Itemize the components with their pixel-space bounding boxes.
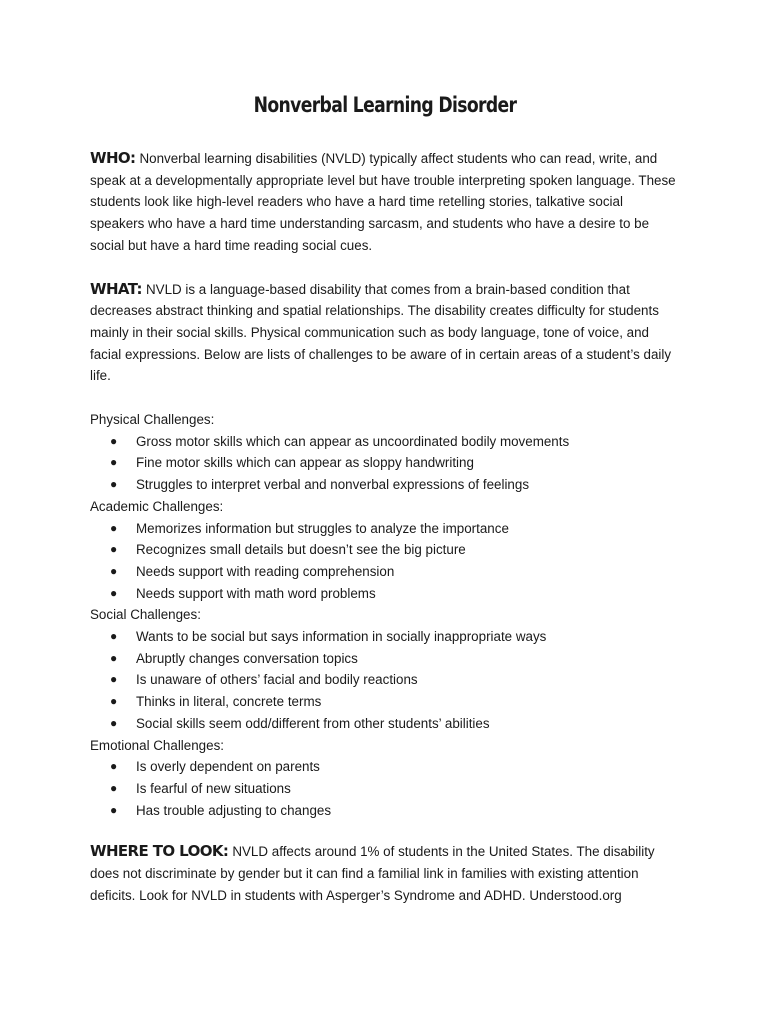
list-item (110, 669, 680, 691)
document-page (90, 90, 680, 929)
list-item (110, 474, 680, 496)
list-item (110, 431, 680, 453)
bullet-icon: ● (110, 520, 118, 535)
list-item-text: Wants to be social but says information in socially inappropriate ways (136, 629, 547, 645)
list-item (110, 583, 680, 605)
list-item (110, 561, 680, 583)
list-item (110, 518, 680, 540)
list-item (110, 626, 680, 648)
section-spacer (90, 821, 680, 841)
list-item-text: Thinks in literal, concrete terms (136, 694, 322, 710)
who-text: Nonverbal learning disabilities (NVLD) typically affect students who can read, write, and speak at a developmentally appropriate level but have trouble interpreting spoken language. These students look like high-level readers who have a hard time retelling stories, talkative social speakers who have a hard time understanding sarcasm, and students who have a desire to be social but have a hard time reading social cues. (90, 151, 676, 253)
bullet-icon: ● (110, 672, 118, 687)
list-item-text: Is overly dependent on parents (136, 759, 320, 775)
what-paragraph (90, 279, 680, 388)
bullet-icon: ● (110, 629, 118, 644)
challenge-bullet-list (90, 431, 680, 496)
bullet-icon: ● (110, 780, 118, 795)
list-item (110, 452, 680, 474)
list-item-text: Is fearful of new situations (136, 780, 291, 796)
list-item (110, 648, 680, 670)
who-paragraph (90, 148, 680, 257)
list-item-text: Struggles to interpret verbal and nonverbal expressions of feelings (136, 477, 530, 493)
bullet-icon: ● (110, 759, 118, 774)
page-title: Nonverbal Learning Disorder (253, 93, 517, 117)
challenge-heading: Social Challenges: (90, 607, 201, 623)
where-label: WHERE TO LOOK: (90, 842, 229, 861)
list-item-text: Needs support with reading comprehension (136, 563, 395, 579)
list-item-text: Needs support with math word problems (136, 585, 376, 601)
where-text: NVLD affects around 1% of students in the United States. The disability does not discriminate by gender but it can find a familial link in families with existing attention deficits. Look for NVLD in students with Asperger’s Syndrome and ADHD. Understood.org (90, 844, 655, 903)
challenge-bullet-list (90, 518, 680, 605)
challenge-heading: Academic Challenges: (90, 498, 224, 514)
list-item (110, 713, 680, 735)
bullet-icon: ● (110, 433, 118, 448)
bullet-icon: ● (110, 802, 118, 817)
what-label: WHAT: (90, 279, 142, 298)
list-item (110, 800, 680, 822)
bullet-icon: ● (110, 542, 118, 557)
challenge-bullet-list (90, 756, 680, 821)
list-item-text: Has trouble adjusting to changes (136, 802, 332, 818)
bullet-icon: ● (110, 477, 118, 492)
list-item-text: Is unaware of others’ facial and bodily reactions (136, 672, 418, 688)
what-text: NVLD is a language-based disability that comes from a brain-based condition that decreases abstract thinking and spatial relationships. The disability creates difficulty for students mainly in their social skills. Physical communication such as body language, tone of voice, and facial expressions. Below are lists of challenges to be aware of in certain areas of a student’s daily life. (90, 281, 672, 384)
list-item-text: Abruptly changes conversation topics (136, 650, 358, 666)
list-item-text: Social skills seem odd/different from other students’ abilities (136, 715, 490, 731)
list-item-text: Gross motor skills which can appear as uncoordinated bodily movements (136, 433, 570, 449)
bullet-icon: ● (110, 455, 118, 470)
list-item-text: Recognizes small details but doesn’t see the big picture (136, 542, 466, 558)
bullet-icon: ● (110, 715, 118, 730)
challenges-list (90, 409, 680, 821)
list-item (110, 778, 680, 800)
who-label: WHO: (90, 149, 136, 167)
challenge-bullet-list (90, 626, 680, 735)
bullet-icon: ● (110, 585, 118, 600)
challenge-heading: Physical Challenges: (90, 412, 215, 428)
list-item-text: Fine motor skills which can appear as sloppy handwriting (136, 455, 474, 471)
bullet-icon: ● (110, 563, 118, 578)
list-item (110, 756, 680, 778)
bullet-icon: ● (110, 650, 118, 665)
where-paragraph (90, 841, 680, 906)
list-item (110, 539, 680, 561)
challenge-heading: Emotional Challenges: (90, 737, 224, 753)
bullet-icon: ● (110, 694, 118, 709)
list-item (110, 691, 680, 713)
list-item-text: Memorizes information but struggles to analyze the importance (136, 520, 509, 536)
